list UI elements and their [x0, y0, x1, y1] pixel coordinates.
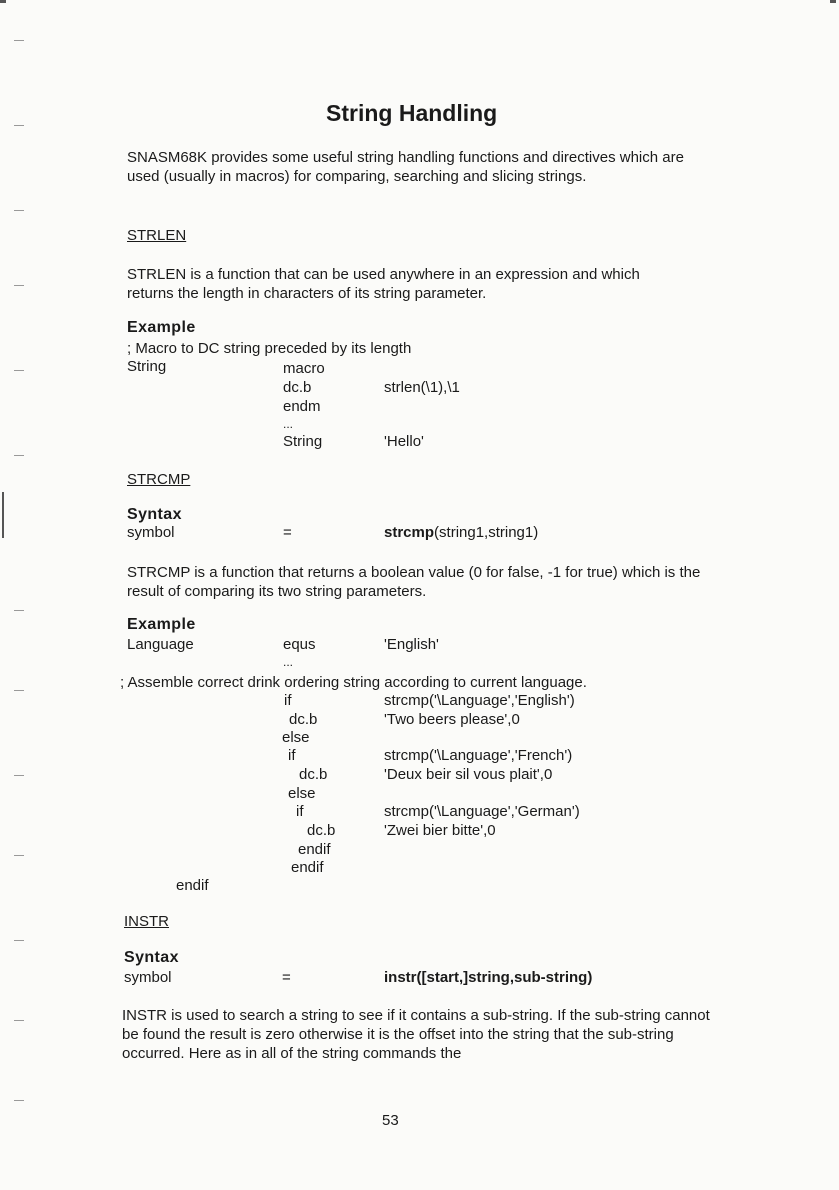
code-arg: 'Deux beir sil vous plait',0	[384, 766, 553, 783]
code-op: else	[288, 785, 316, 802]
code-arg: strcmp('\Language','English')	[384, 692, 575, 709]
intro-paragraph: SNASM68K provides some useful string handling functions and directives which are used (usually in macros) for comparing, searching and slicing strings.	[127, 149, 684, 185]
code-op: dc.b	[283, 379, 312, 396]
code-arg: strcmp('\Language','French')	[384, 747, 573, 764]
strlen-heading: STRLEN	[127, 227, 187, 244]
syntax-equals: =	[282, 969, 291, 986]
code-op: endif	[298, 841, 331, 858]
edge-mark	[14, 40, 24, 41]
code-op: macro	[283, 360, 325, 377]
edge-mark	[14, 455, 24, 456]
code-op: if	[284, 692, 292, 709]
code-op: if	[296, 803, 304, 820]
edge-mark	[14, 940, 24, 941]
strcmp-syntax-label: Syntax	[127, 506, 182, 523]
strlen-description: STRLEN is a function that can be used anywhere in an expression and which returns the length in characters of its string parameter.	[127, 266, 640, 302]
edge-mark	[14, 210, 24, 211]
strlen-example-comment: ; Macro to DC string preceded by its length	[127, 340, 412, 357]
code-arg: 'Two beers please',0	[384, 711, 520, 728]
strcmp-description: STRCMP is a function that returns a boolean value (0 for false, -1 for true) which is the result of comparing its two string parameters.	[127, 564, 701, 600]
syntax-arguments: (string1,string1)	[434, 524, 539, 541]
edge-mark	[14, 285, 24, 286]
code-arg: strlen(\1),\1	[384, 379, 460, 396]
syntax-function: instr([start,]string,sub-string)	[384, 969, 593, 986]
code-op: equs	[283, 636, 316, 653]
edge-mark	[14, 855, 24, 856]
edge-mark	[2, 492, 4, 538]
code-ellipsis: ...	[283, 417, 294, 431]
code-ellipsis: ...	[283, 655, 294, 669]
edge-mark	[14, 370, 24, 371]
code-op: endm	[283, 398, 321, 415]
instr-description: INSTR is used to search a string to see if it contains a sub-string. If the sub-string cannot be found the result is zero otherwise it is the offset into the string that the sub-string occurred. Here as in all of the string commands the	[122, 1007, 710, 1062]
syntax-equals: =	[283, 524, 292, 541]
syntax-symbol: symbol	[127, 524, 175, 541]
code-arg: strcmp('\Language','German')	[384, 803, 580, 820]
instr-syntax-label: Syntax	[124, 949, 179, 966]
strlen-example-label: Example	[127, 319, 196, 336]
code-label: String	[127, 358, 167, 375]
page-number: 53	[382, 1112, 399, 1129]
code-op: endif	[176, 877, 209, 894]
edge-mark	[14, 690, 24, 691]
syntax-symbol: symbol	[124, 969, 172, 986]
syntax-expression	[384, 523, 538, 542]
edge-mark	[830, 0, 836, 3]
edge-mark	[14, 610, 24, 611]
code-arg: 'Zwei bier bitte',0	[384, 822, 496, 839]
edge-mark	[0, 0, 6, 3]
strcmp-heading: STRCMP	[127, 471, 191, 488]
code-op: String	[283, 433, 323, 450]
code-op: endif	[291, 859, 324, 876]
edge-mark	[14, 775, 24, 776]
syntax-function: strcmp	[384, 524, 435, 541]
code-op: if	[288, 747, 296, 764]
code-label: Language	[127, 636, 194, 653]
code-op: else	[282, 729, 310, 746]
instr-heading: INSTR	[124, 913, 169, 930]
strcmp-example-label: Example	[127, 616, 196, 633]
code-arg: 'Hello'	[384, 433, 424, 450]
strcmp-example-comment: ; Assemble correct drink ordering string according to current language.	[120, 674, 587, 691]
code-arg: 'English'	[384, 636, 439, 653]
code-op: dc.b	[307, 822, 336, 839]
edge-mark	[14, 1100, 24, 1101]
code-op: dc.b	[299, 766, 328, 783]
edge-mark	[14, 125, 24, 126]
code-op: dc.b	[289, 711, 318, 728]
page-title: String Handling	[326, 100, 498, 126]
edge-mark	[14, 1020, 24, 1021]
